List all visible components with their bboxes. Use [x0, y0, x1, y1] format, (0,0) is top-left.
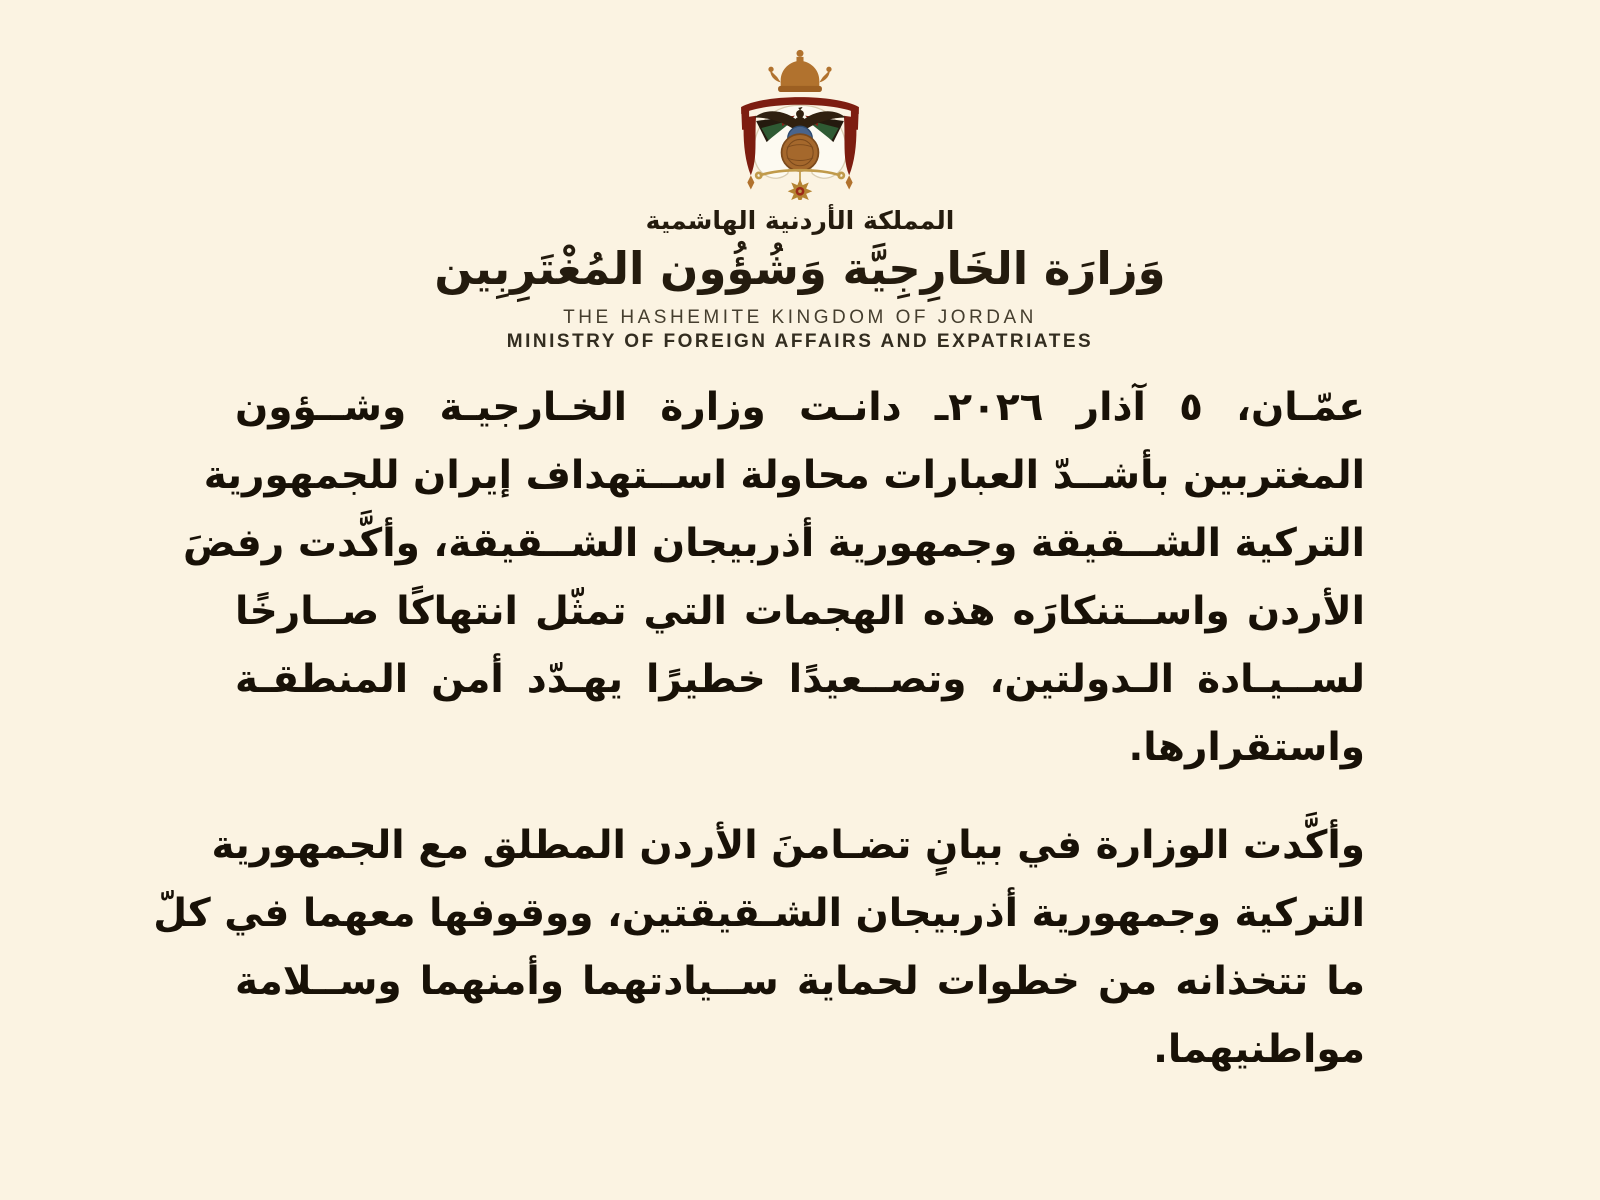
kingdom-name-arabic: المملكة الأردنية الهاشمية	[645, 206, 955, 235]
paragraph-2-line-4: مواطنيهما.	[1153, 1027, 1365, 1072]
statement-paragraph-2	[153, 812, 1365, 1084]
paragraph-1-line-6: واستقرارها.	[1128, 725, 1365, 770]
tassel-right	[846, 175, 853, 189]
jordan-coat-of-arms-icon	[700, 42, 900, 200]
kingdom-name-english: THE HASHEMITE KINGDOM OF JORDAN	[563, 307, 1037, 328]
paragraph-1-line-1: عمّـان، ٥ آذار ٢٠٢٦ـ دانـت وزارة الخـارجيـة وشــؤون	[235, 385, 1366, 430]
drape-left	[744, 116, 757, 176]
paragraph-2-line-1: وأكَّدت الوزارة في بيانٍ تضـامنَ الأردن المطلق مع الجمهورية	[211, 823, 1365, 868]
drape-right	[844, 116, 857, 176]
paragraph-2-line-2: التركية وجمهورية أذربيجان الشـقيقتين، ووقوفها معهما في كلّ	[153, 891, 1365, 936]
ministry-name-english: MINISTRY OF FOREIGN AFFAIRS AND EXPATRIATES	[506, 331, 1094, 352]
statement-paragraph-1	[183, 374, 1366, 782]
crown	[768, 50, 831, 92]
tassel-left	[747, 175, 754, 189]
paragraph-1-line-2: المغتربين بأشــدّ العبارات محاولة اســتهداف إيران للجمهورية	[203, 453, 1365, 498]
ministry-letterhead	[0, 42, 1600, 354]
medal-star	[788, 171, 813, 200]
paragraph-1-line-4: الأردن واســتنكارَه هذه الهجمات التي تمثّل انتهاكًا صــارخًا	[235, 589, 1365, 634]
paragraph-1-line-5: لســيـادة الـدولتين، وتصــعيدًا خطيرًا يهـدّد أمن المنطقـة	[235, 657, 1365, 702]
paragraph-2-line-3: ما تتخذانه من خطوات لحماية ســيادتهما وأمنهما وســلامة	[235, 959, 1365, 1004]
bronze-disc	[782, 134, 819, 171]
statement-body	[153, 374, 1366, 1084]
ministry-name-arabic-calligraphy: وَزارَة الخَارِجِيَّة وَشُؤُون المُغْتَرِبِين	[434, 242, 1166, 295]
paragraph-1-line-3: التركية الشــقيقة وجمهورية أذربيجان الشــقيقة، وأكَّدت رفضَ	[183, 521, 1365, 566]
